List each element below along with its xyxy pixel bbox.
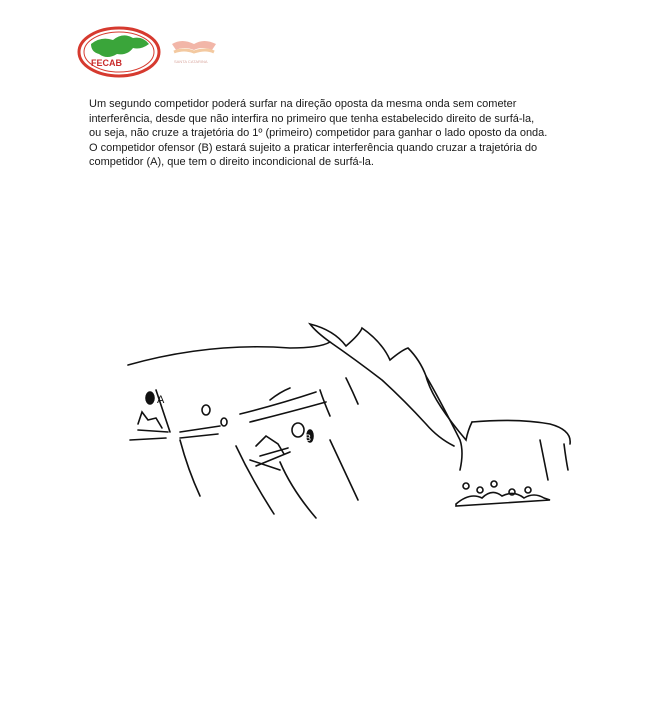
foam-bubble (525, 487, 531, 493)
surfer-a-head (146, 392, 154, 404)
paragraph-line: Um segundo competidor poderá surfar na direção oposta da mesma onda sem cometer (89, 98, 517, 110)
paragraph-line: interferência, desde que não interfira no primeiro que tenha estabelecido direito de surfá-la, (89, 112, 535, 125)
rule-paragraph (89, 97, 599, 170)
fecab-logo-text: FECAB (91, 58, 122, 68)
speed-line (270, 388, 290, 400)
secondary-logo (168, 36, 220, 66)
spray-circle (221, 418, 227, 426)
spray-circle (202, 405, 210, 415)
paragraph-line: O competidor ofensor (B) estará sujeito a praticar interferência quando cruzar a trajetória do (89, 141, 538, 154)
wave-face-line (280, 462, 316, 518)
wave-face-line (180, 440, 200, 496)
wave-interference-sketch (120, 320, 580, 530)
wave-face-line (564, 444, 568, 470)
foam-bubble (463, 483, 469, 489)
surfer-b-label: B (305, 433, 312, 443)
speed-line (250, 402, 326, 422)
foam-bubble (477, 487, 483, 493)
surfer-b-head (292, 423, 304, 437)
foam-bubble (491, 481, 497, 487)
whitewater-foam (456, 492, 550, 506)
wave-face-line (236, 446, 274, 514)
speed-line (180, 434, 218, 438)
paragraph-line: ou seja, não cruze a trajetória do 1º (primeiro) competidor para ganhar o lado oposto da onda. (89, 127, 548, 140)
wave-shoulder (472, 420, 570, 444)
paragraph-line: competidor (A), que tem o direito incondicional de surfá-la. (89, 156, 374, 169)
wave-face-line (346, 378, 358, 404)
surfer-b-body (256, 436, 288, 456)
speed-line (240, 392, 316, 414)
speed-line (180, 426, 220, 432)
surfer-a-label: A (157, 394, 165, 406)
secondary-logo-text: SANTA CATARINA (174, 59, 208, 64)
fecab-logo (77, 26, 161, 78)
wave-face-line (540, 440, 548, 480)
wave-face-line (330, 440, 358, 500)
surfer-a-board (130, 438, 166, 440)
